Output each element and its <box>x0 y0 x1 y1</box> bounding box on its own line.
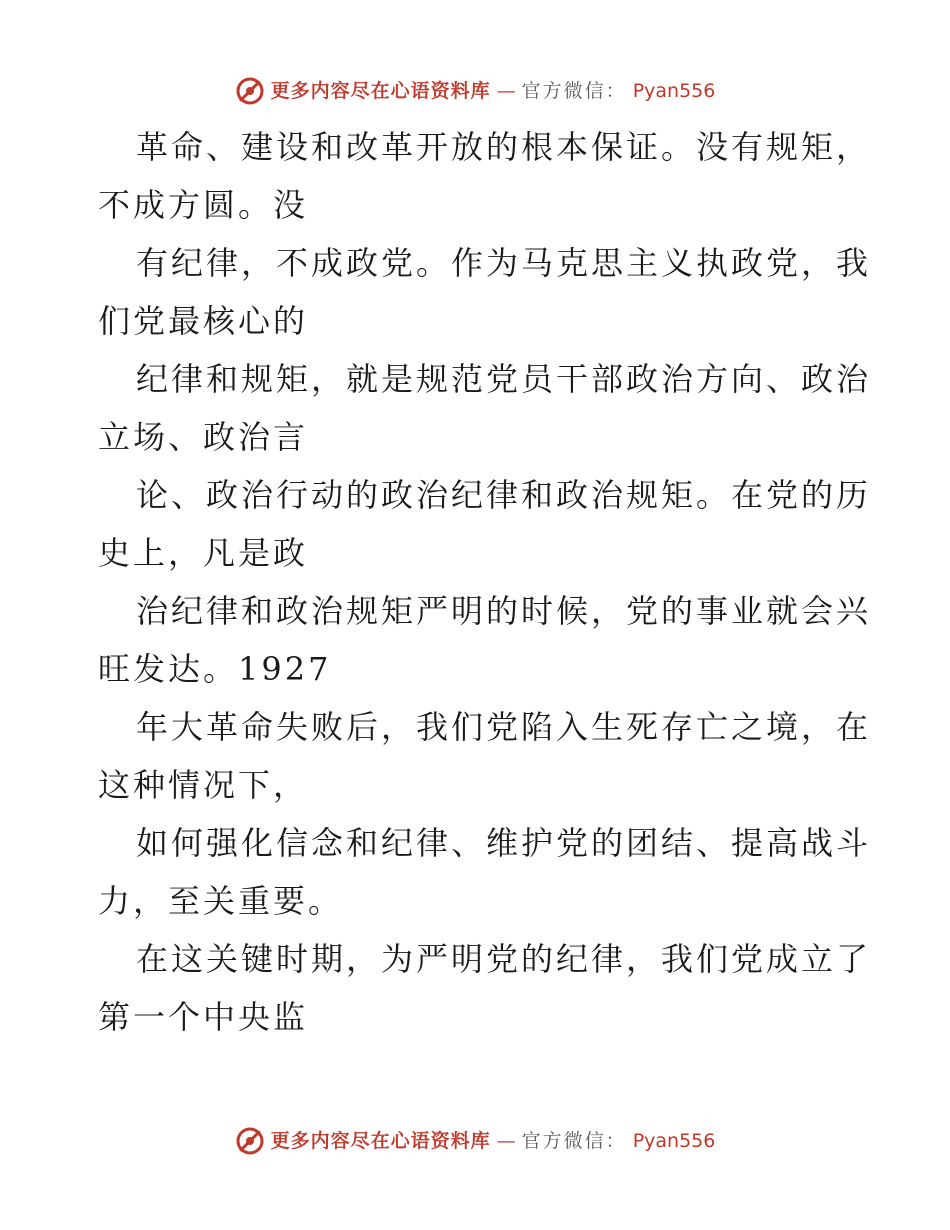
header-wechat-id: Pyan556 <box>632 80 716 102</box>
header-wechat-label: 官方微信： <box>521 80 627 102</box>
text-line: 这种情况下， <box>98 766 309 804</box>
text-line: 论、政治行动的政治纪律和政治规矩。在党的历 <box>136 476 872 514</box>
footer-banner <box>0 1126 950 1156</box>
text-line: 力，至关重要。 <box>98 882 344 920</box>
footer-site-name: 更多内容尽在心语资料库 <box>270 1130 491 1152</box>
brand-logo-icon <box>235 1126 265 1156</box>
text-line: 治纪律和政治规矩严明的时候，党的事业就会兴 <box>136 592 872 630</box>
text-line: 第一个中央监 <box>98 998 309 1036</box>
text-line: 史上，凡是政 <box>98 534 309 572</box>
text-line: 如何强化信念和纪律、维护党的团结、提高战斗 <box>136 824 872 862</box>
footer-wechat-label: 官方微信： <box>521 1130 627 1152</box>
header-site-name: 更多内容尽在心语资料库 <box>270 80 491 102</box>
text-line: 纪律和规矩，就是规范党员干部政治方向、政治 <box>136 360 872 398</box>
header-banner <box>0 76 950 106</box>
footer-wechat-id: Pyan556 <box>632 1130 716 1152</box>
text-line: 有纪律，不成政党。作为马克思主义执政党，我 <box>136 244 872 282</box>
text-line: 年大革命失败后，我们党陷入生死存亡之境，在 <box>136 708 872 746</box>
text-line: 们党最核心的 <box>98 302 309 340</box>
text-line: 旺发达。1927 <box>98 650 332 688</box>
text-line: 革命、建设和改革开放的根本保证。没有规矩， <box>136 128 872 166</box>
body-text <box>98 118 872 1046</box>
header-dash: — <box>496 80 516 102</box>
footer-dash: — <box>496 1130 516 1152</box>
text-line: 不成方圆。没 <box>98 186 309 224</box>
text-line: 立场、政治言 <box>98 418 309 456</box>
text-line: 在这关键时期，为严明党的纪律，我们党成立了 <box>136 940 872 978</box>
brand-logo-icon <box>235 76 265 106</box>
